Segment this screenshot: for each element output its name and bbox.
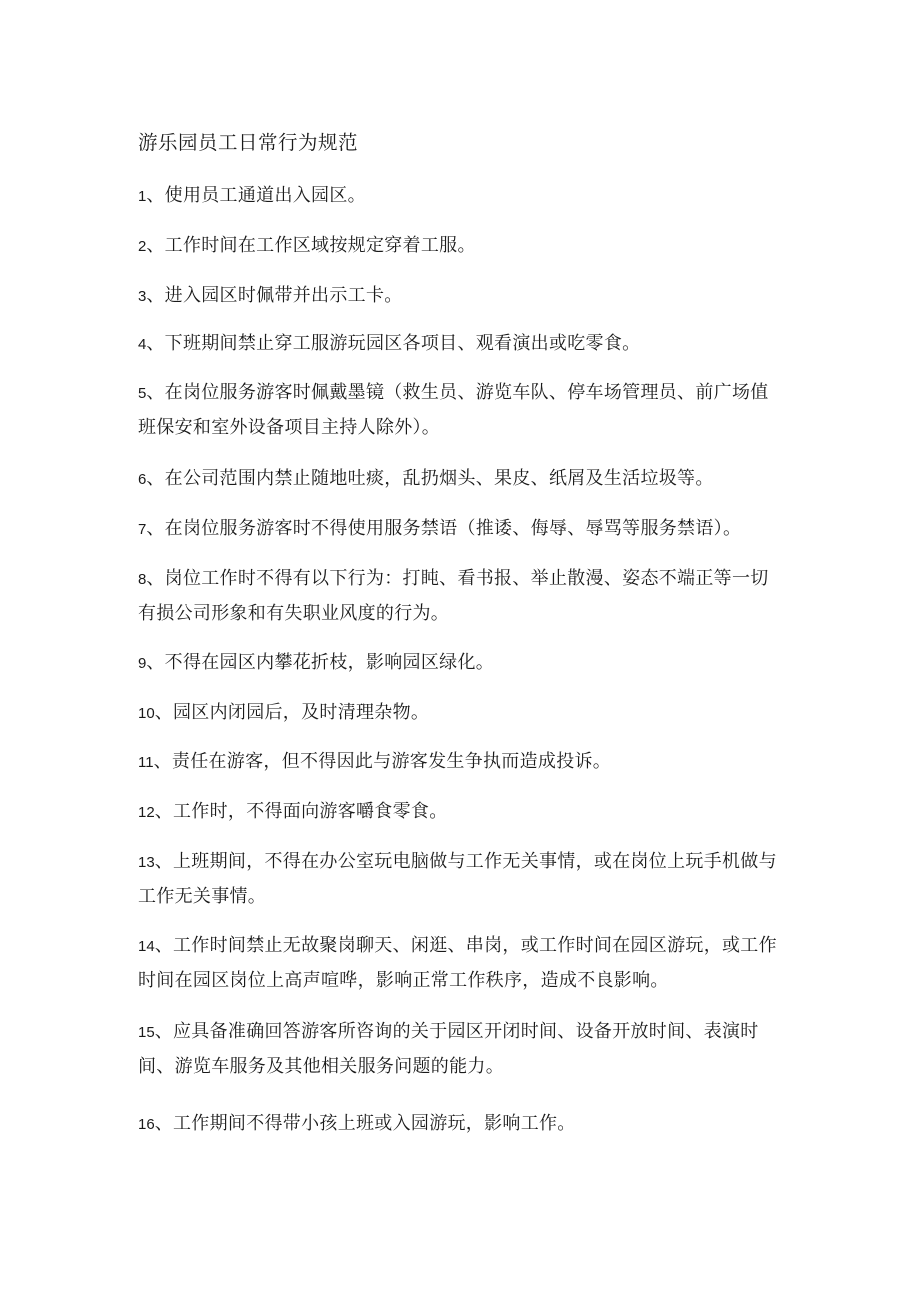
item-separator: 、 (146, 235, 165, 256)
item-separator: 、 (154, 1113, 173, 1134)
item-number: 9 (138, 655, 147, 672)
list-item (138, 646, 778, 681)
list-item (138, 229, 778, 264)
list-item (138, 795, 778, 830)
list-item (138, 1107, 778, 1142)
item-text: 进入园区时佩带并出示工卡。 (164, 285, 403, 306)
item-text: 在公司范围内禁止随地吐痰，乱扔烟头、果皮、纸屑及生活垃圾等。 (164, 468, 714, 489)
item-number: 6 (138, 471, 147, 488)
list-item (138, 327, 778, 362)
item-number: 16 (138, 1116, 155, 1133)
item-number: 2 (138, 238, 147, 255)
item-number: 14 (138, 938, 155, 955)
item-separator: 、 (154, 935, 173, 956)
item-text: 不得在园区内攀花折枝，影响园区绿化。 (164, 652, 495, 673)
list-item (138, 1015, 778, 1084)
item-separator: 、 (146, 285, 165, 306)
list-item (138, 179, 778, 214)
item-text: 上班期间，不得在办公室玩电脑做与工作无关事情，或在岗位上玩手机做与工作无关事情。 (138, 851, 777, 907)
item-number: 3 (138, 288, 147, 305)
list-item (138, 376, 778, 445)
list-item (138, 745, 778, 780)
item-number: 8 (138, 571, 147, 588)
item-separator: 、 (146, 382, 165, 403)
item-separator: 、 (154, 851, 173, 872)
item-separator: 、 (146, 468, 165, 489)
item-number: 13 (138, 854, 155, 871)
item-text: 岗位工作时不得有以下行为：打盹、看书报、举止散漫、姿态不端正等一切有损公司形象和有失职业风度的行为。 (138, 568, 769, 624)
item-text: 下班期间禁止穿工服游玩园区各项目、观看演出或吃零食。 (164, 333, 641, 354)
item-text: 园区内闭园后，及时清理杂物。 (173, 702, 430, 723)
item-number: 4 (138, 336, 147, 353)
item-separator: 、 (154, 702, 173, 723)
item-separator: 、 (154, 1021, 173, 1042)
list-item (138, 512, 778, 547)
item-number: 12 (138, 804, 155, 821)
item-text: 在岗位服务游客时不得使用服务禁语（推诿、侮辱、辱骂等服务禁语）。 (164, 518, 742, 539)
item-separator: 、 (146, 333, 165, 354)
item-number: 7 (138, 521, 147, 538)
list-item (138, 279, 778, 314)
item-number: 5 (138, 385, 147, 402)
item-text: 工作时间在工作区域按规定穿着工服。 (164, 235, 476, 256)
list-item (138, 845, 778, 914)
item-separator: 、 (146, 518, 165, 539)
item-text: 在岗位服务游客时佩戴墨镜（救生员、游览车队、停车场管理员、前广场值班保安和室外设备项目主持人除外）。 (138, 382, 769, 438)
item-text: 使用员工通道出入园区。 (164, 185, 366, 206)
item-separator: 、 (146, 568, 165, 589)
item-text: 工作时间禁止无故聚岗聊天、闲逛、串岗，或工作时间在园区游玩，或工作时间在园区岗位上高声喧哗，影响正常工作秩序，造成不良影响。 (138, 935, 777, 991)
item-text: 应具备准确回答游客所咨询的关于园区开闭时间、设备开放时间、表演时间、游览车服务及其他相关服务问题的能力。 (138, 1021, 759, 1077)
list-item (138, 462, 778, 497)
item-separator: 、 (146, 185, 165, 206)
item-separator: 、 (153, 751, 172, 772)
document-title: 游乐园员工日常行为规范 (138, 131, 359, 154)
item-text: 责任在游客，但不得因此与游客发生争执而造成投诉。 (171, 751, 612, 772)
list-item (138, 562, 778, 631)
item-number: 11 (138, 754, 154, 771)
item-separator: 、 (154, 801, 173, 822)
item-text: 工作期间不得带小孩上班或入园游玩，影响工作。 (173, 1113, 576, 1134)
list-item (138, 696, 778, 731)
item-number: 10 (138, 705, 155, 722)
item-number: 15 (138, 1024, 155, 1041)
list-item (138, 929, 778, 998)
item-number: 1 (138, 188, 147, 205)
item-separator: 、 (146, 652, 165, 673)
item-text: 工作时，不得面向游客嚼食零食。 (173, 801, 448, 822)
